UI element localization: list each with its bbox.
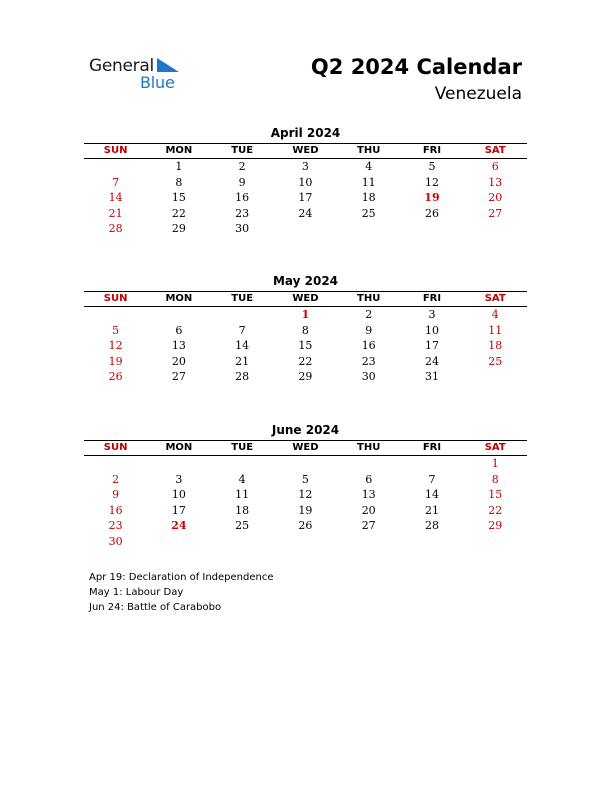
day-cell [400, 534, 463, 550]
weekday-thu: THU [357, 442, 381, 453]
logo-text-blue: Blue [140, 73, 175, 92]
day-cell: 22 [171, 206, 186, 220]
day-cell: 14 [235, 339, 250, 353]
day-cell: 26 [298, 519, 313, 533]
weekend-day-cell: 1 [491, 457, 499, 470]
weekend-day-cell: 6 [491, 160, 499, 173]
weekend-day-cell: 30 [108, 534, 123, 548]
day-cell [274, 221, 337, 237]
weekday-fri: FRI [422, 145, 442, 156]
weekday-thu: THU [357, 145, 381, 156]
day-cell: 17 [171, 503, 186, 517]
country-name: Venezuela [434, 84, 522, 104]
weekend-day-cell: 7 [112, 175, 120, 189]
day-cell: 8 [175, 175, 183, 189]
day-cell: 5 [428, 160, 436, 173]
weekday-sun: SUN [103, 293, 128, 304]
weekend-day-cell [464, 369, 527, 385]
weekday-thu: THU [357, 293, 381, 304]
weekend-day-cell: 4 [491, 308, 499, 321]
weekend-day-cell: 12 [108, 339, 123, 353]
day-cell: 23 [235, 206, 250, 220]
generalblue-logo [89, 56, 189, 96]
month-title: April 2024 [270, 126, 341, 140]
day-cell: 21 [424, 503, 439, 517]
weekday-fri: FRI [422, 293, 442, 304]
weekend-day-cell: 5 [112, 323, 120, 337]
day-cell: 2 [238, 160, 246, 173]
day-cell: 7 [238, 323, 246, 337]
weekday-header [84, 143, 527, 159]
day-cell [400, 221, 463, 237]
day-cell: 17 [424, 339, 439, 353]
weekend-day-cell [464, 534, 527, 550]
day-cell: 5 [301, 472, 309, 486]
day-cell [147, 307, 210, 323]
day-cell: 10 [298, 175, 313, 189]
logo-text-general: General [89, 56, 154, 76]
day-cell [337, 456, 400, 472]
weekend-day-cell: 16 [108, 503, 123, 517]
day-cell: 27 [361, 519, 376, 533]
day-cell: 29 [171, 222, 186, 236]
day-grid [84, 159, 527, 237]
weekend-day-cell: 15 [488, 488, 503, 502]
day-cell: 18 [361, 191, 376, 205]
weekday-fri: FRI [422, 442, 442, 453]
weekday-sun: SUN [103, 145, 128, 156]
weekend-day-cell: 29 [488, 519, 503, 533]
weekend-day-cell: 22 [488, 503, 503, 517]
day-cell: 9 [238, 175, 246, 189]
day-cell: 14 [424, 488, 439, 502]
weekend-day-cell: 23 [108, 519, 123, 533]
day-cell: 22 [298, 354, 313, 368]
weekday-sun: SUN [103, 442, 128, 453]
month-block-april [84, 125, 527, 237]
weekend-day-cell: 9 [112, 488, 120, 502]
day-cell: 30 [235, 222, 250, 236]
weekend-day-cell: 2 [112, 472, 120, 486]
holiday-day-cell: 24 [171, 519, 187, 533]
weekday-tue: TUE [231, 293, 254, 304]
day-cell [337, 221, 400, 237]
day-cell: 25 [361, 206, 376, 220]
day-cell: 11 [361, 175, 376, 189]
day-cell: 7 [428, 472, 436, 486]
holiday-day-cell: 1 [301, 308, 310, 321]
day-cell: 26 [424, 206, 439, 220]
weekend-day-cell [84, 159, 147, 175]
day-cell: 11 [235, 488, 250, 502]
day-cell [211, 534, 274, 550]
day-cell: 10 [171, 488, 186, 502]
day-cell: 8 [301, 323, 309, 337]
day-cell: 6 [175, 323, 183, 337]
month-title: May 2024 [272, 274, 339, 288]
weekday-mon: MON [165, 293, 193, 304]
day-cell: 10 [424, 323, 439, 337]
weekend-day-cell: 8 [491, 472, 499, 486]
weekend-day-cell [84, 307, 147, 323]
day-cell: 31 [424, 370, 439, 384]
weekend-day-cell: 27 [488, 206, 503, 220]
weekday-wed: WED [292, 442, 319, 453]
weekend-day-cell: 28 [108, 222, 123, 236]
day-cell: 29 [298, 370, 313, 384]
weekday-tue: TUE [231, 442, 254, 453]
weekday-sat: SAT [484, 293, 506, 304]
weekday-sat: SAT [484, 145, 506, 156]
weekday-wed: WED [292, 293, 319, 304]
day-cell: 3 [428, 308, 436, 321]
day-cell [147, 456, 210, 472]
day-cell: 13 [361, 488, 376, 502]
day-cell: 2 [365, 308, 373, 321]
holiday-note: May 1: Labour Day [89, 587, 184, 598]
day-grid [84, 307, 527, 385]
weekday-tue: TUE [231, 145, 254, 156]
day-cell: 28 [424, 519, 439, 533]
day-cell: 24 [298, 206, 313, 220]
day-cell: 23 [361, 354, 376, 368]
month-block-june [84, 422, 527, 550]
weekend-day-cell: 21 [108, 206, 123, 220]
weekend-day-cell [464, 221, 527, 237]
day-cell: 15 [298, 339, 313, 353]
weekend-day-cell: 18 [488, 339, 503, 353]
day-cell: 13 [171, 339, 186, 353]
holiday-notes [89, 570, 274, 615]
day-cell: 3 [175, 472, 183, 486]
page-title: Q2 2024 Calendar [310, 55, 522, 79]
day-cell: 6 [365, 472, 373, 486]
day-cell: 12 [298, 488, 313, 502]
day-cell: 4 [365, 160, 373, 173]
weekday-header [84, 291, 527, 307]
day-cell: 30 [361, 370, 376, 384]
day-cell: 16 [361, 339, 376, 353]
day-cell [274, 456, 337, 472]
day-cell: 27 [171, 370, 186, 384]
day-cell: 18 [235, 503, 250, 517]
day-cell [147, 534, 210, 550]
weekend-day-cell: 20 [488, 191, 503, 205]
weekend-day-cell: 25 [488, 354, 503, 368]
weekend-day-cell: 19 [108, 354, 123, 368]
weekday-mon: MON [165, 145, 193, 156]
weekday-mon: MON [165, 442, 193, 453]
month-block-may [84, 273, 527, 385]
day-cell [337, 534, 400, 550]
day-cell [274, 534, 337, 550]
day-cell: 20 [171, 354, 186, 368]
day-cell: 20 [361, 503, 376, 517]
weekend-day-cell: 13 [488, 175, 503, 189]
weekday-sat: SAT [484, 442, 506, 453]
month-title: June 2024 [271, 423, 340, 437]
day-cell: 17 [298, 191, 313, 205]
day-cell: 9 [365, 323, 373, 337]
day-cell: 24 [424, 354, 439, 368]
weekend-day-cell: 11 [488, 323, 503, 337]
day-cell: 12 [424, 175, 439, 189]
day-cell [211, 456, 274, 472]
day-cell [400, 456, 463, 472]
day-cell: 28 [235, 370, 250, 384]
weekend-day-cell: 26 [108, 370, 123, 384]
weekday-wed: WED [292, 145, 319, 156]
day-cell: 1 [175, 160, 183, 173]
weekday-header [84, 440, 527, 456]
day-cell: 25 [235, 519, 250, 533]
weekend-day-cell: 14 [108, 191, 123, 205]
holiday-note: Apr 19: Declaration of Independence [89, 572, 274, 583]
day-cell [211, 307, 274, 323]
holiday-day-cell: 19 [424, 191, 440, 205]
day-grid [84, 456, 527, 550]
day-cell: 19 [298, 503, 313, 517]
weekend-day-cell [84, 456, 147, 472]
day-cell: 16 [235, 191, 250, 205]
day-cell: 15 [171, 191, 186, 205]
day-cell: 3 [301, 160, 309, 173]
logo-triangle-icon [157, 58, 179, 72]
day-cell: 21 [235, 354, 250, 368]
holiday-note: Jun 24: Battle of Carabobo [89, 602, 222, 613]
day-cell: 4 [238, 472, 246, 486]
